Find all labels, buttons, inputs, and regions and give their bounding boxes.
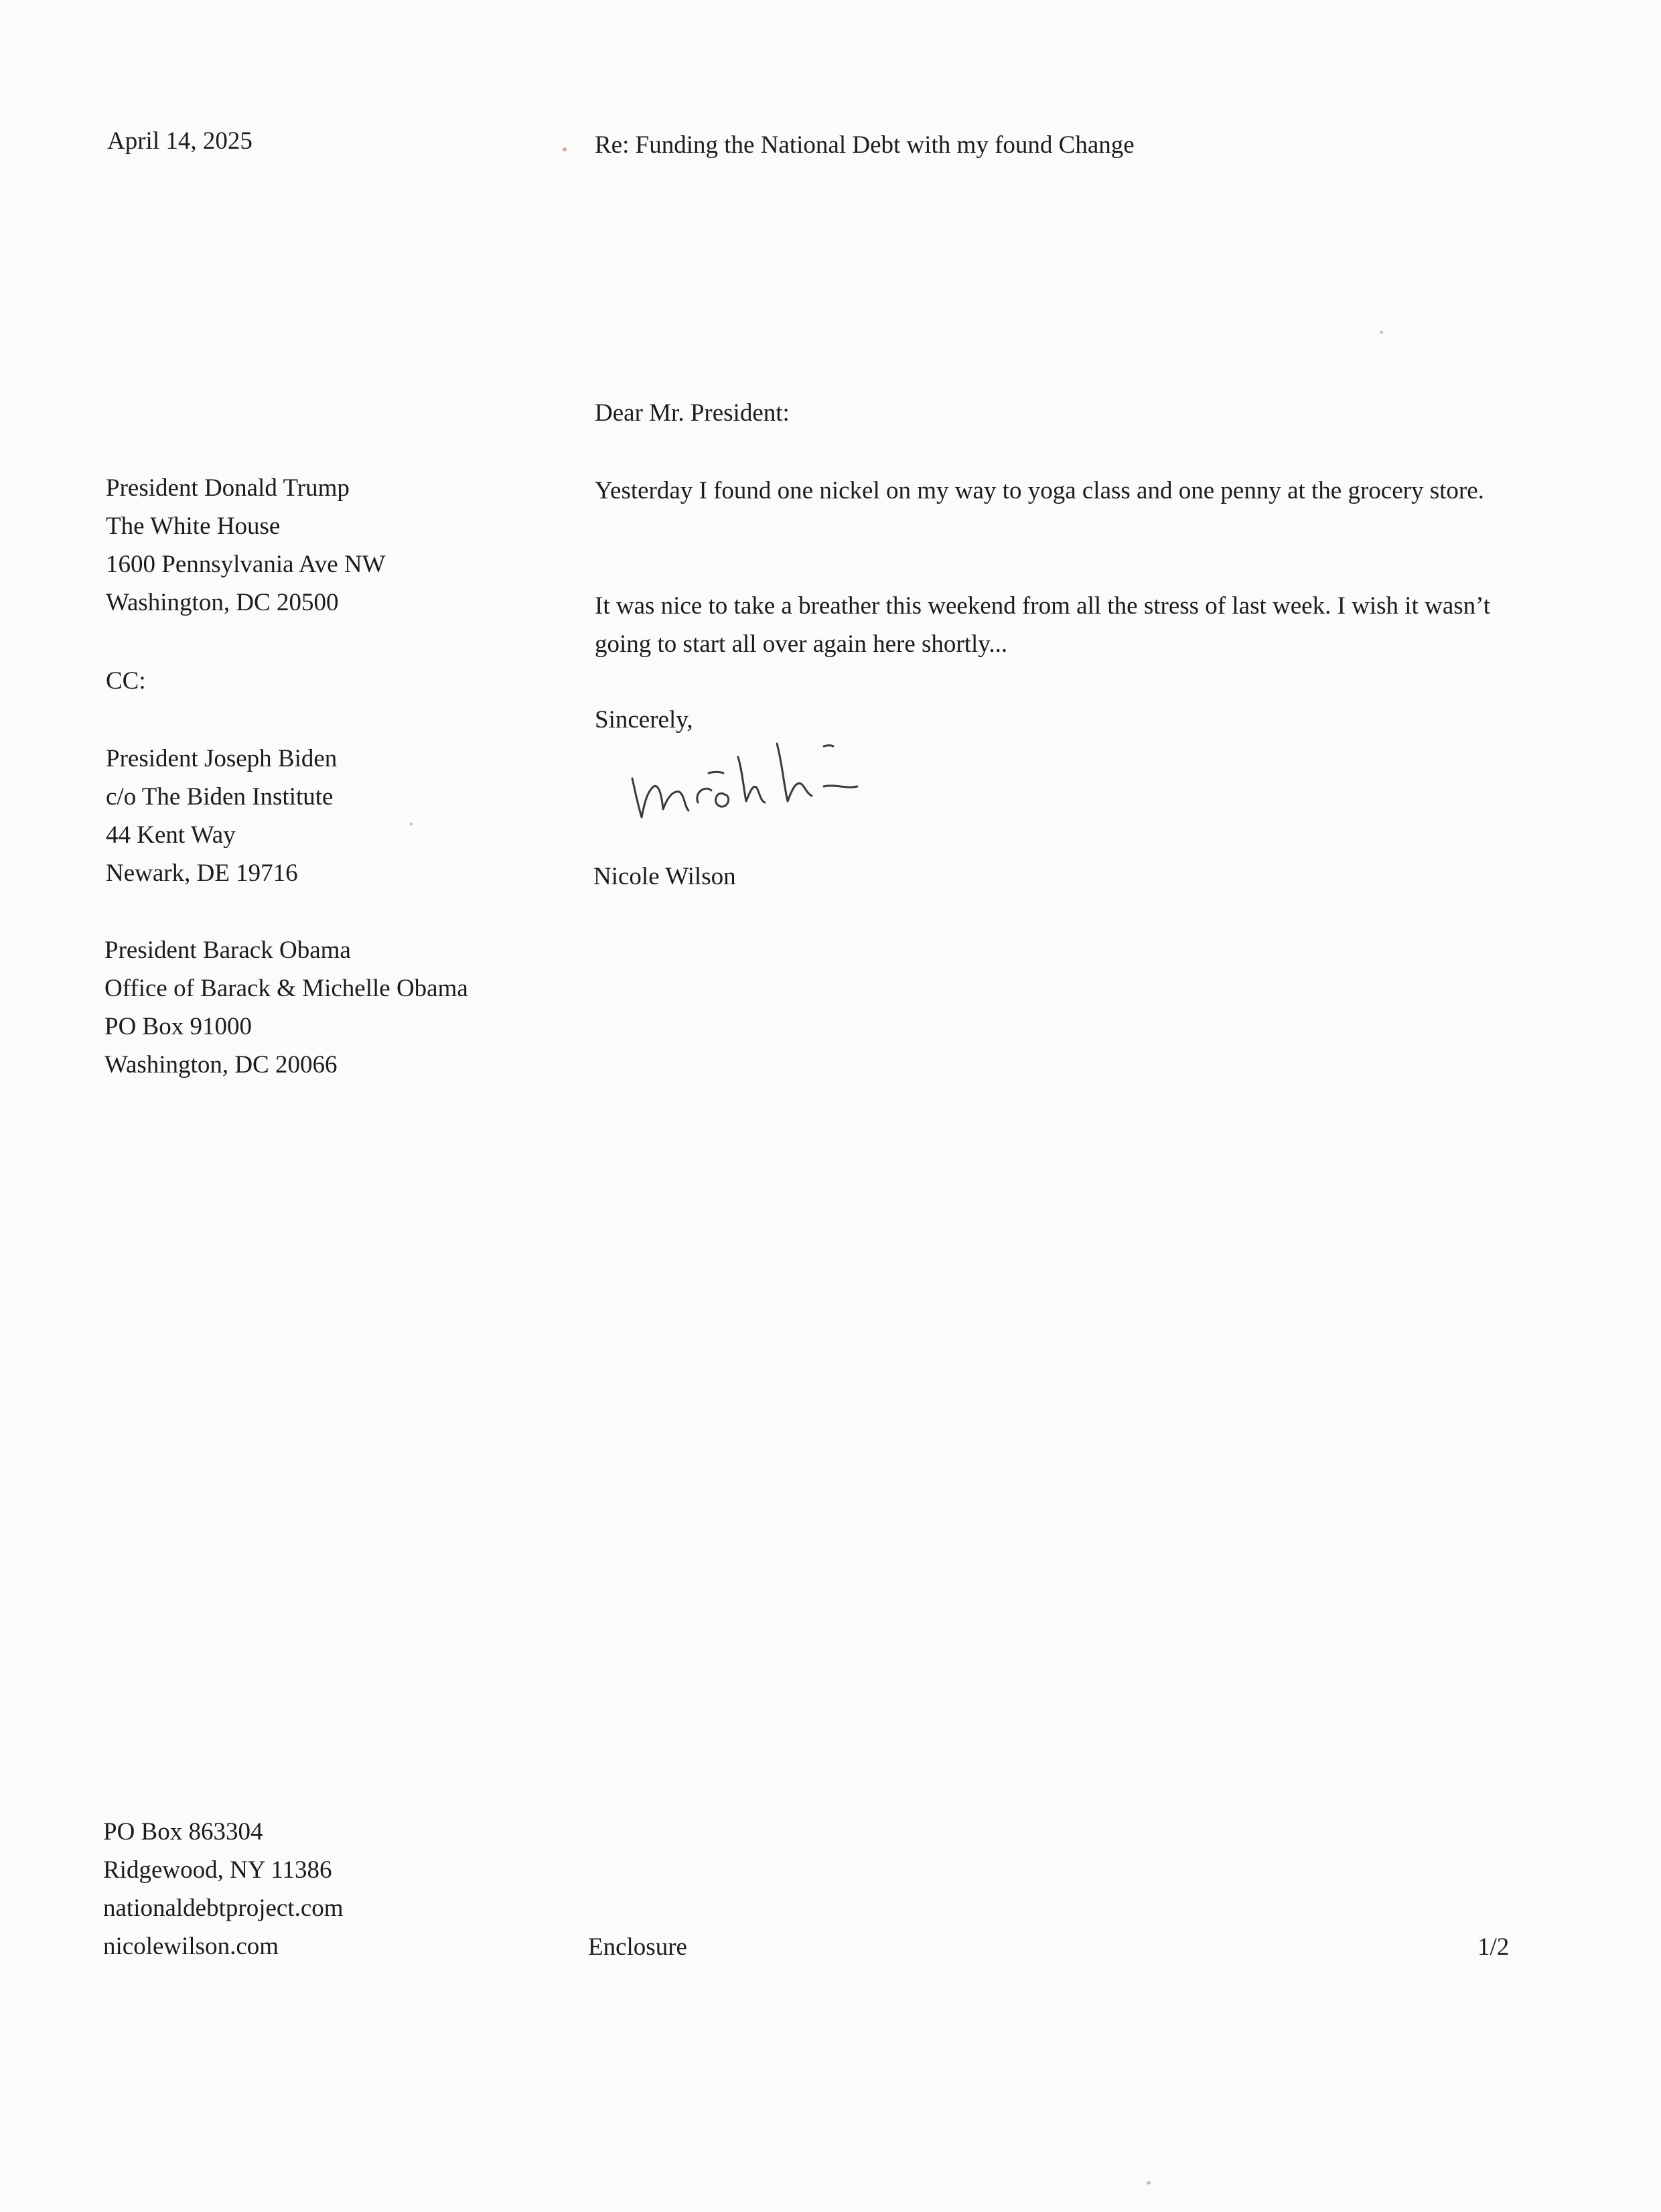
page-number: 1/2 — [1477, 1933, 1510, 1961]
body-paragraph-2: It was nice to take a breather this weekend from all the stress of last week. I wish it wasn’t going to start all over again here shortly... — [595, 592, 1491, 658]
address-line: c/o The Biden Institute — [106, 783, 334, 811]
address-line: Office of Barack & Michelle Obama — [104, 975, 468, 1002]
handwritten-signature — [623, 717, 944, 844]
letter-date: April 14, 2025 — [107, 127, 252, 155]
cc-label: CC: — [106, 667, 146, 695]
address-line: President Barack Obama — [104, 937, 351, 964]
address-line: The White House — [106, 512, 281, 540]
address-line: Ridgewood, NY 11386 — [103, 1856, 332, 1884]
address-line: 1600 Pennsylvania Ave NW — [106, 551, 386, 578]
signer-name: Nicole Wilson — [593, 863, 736, 890]
scan-speck — [1380, 331, 1383, 334]
salutation: Dear Mr. President: — [595, 399, 790, 427]
address-line: PO Box 863304 — [103, 1818, 263, 1846]
scan-speck — [1147, 2181, 1151, 2185]
letter-subject: Re: Funding the National Debt with my found Change — [595, 131, 1135, 159]
body-paragraph-1: Yesterday I found one nickel on my way to yoga class and one penny at the grocery store. — [595, 477, 1484, 504]
website-link[interactable]: nationaldebtproject.com — [103, 1894, 344, 1922]
address-line: 44 Kent Way — [106, 821, 236, 849]
scan-speck — [410, 823, 413, 825]
scan-speck — [563, 147, 567, 151]
address-line: Washington, DC 20500 — [106, 589, 339, 616]
address-line: President Joseph Biden — [106, 745, 338, 772]
address-line: President Donald Trump — [106, 474, 350, 502]
cc-address-obama — [104, 931, 468, 1084]
cc-address-biden — [106, 740, 337, 892]
sender-address — [103, 1813, 344, 1965]
address-line: Washington, DC 20066 — [104, 1051, 338, 1079]
closing: Sincerely, — [595, 706, 693, 734]
website-link[interactable]: nicolewilson.com — [103, 1933, 279, 1960]
address-line: PO Box 91000 — [104, 1013, 252, 1040]
recipient-address — [106, 469, 386, 622]
address-line: Newark, DE 19716 — [106, 859, 298, 887]
enclosure-note: Enclosure — [588, 1933, 687, 1961]
